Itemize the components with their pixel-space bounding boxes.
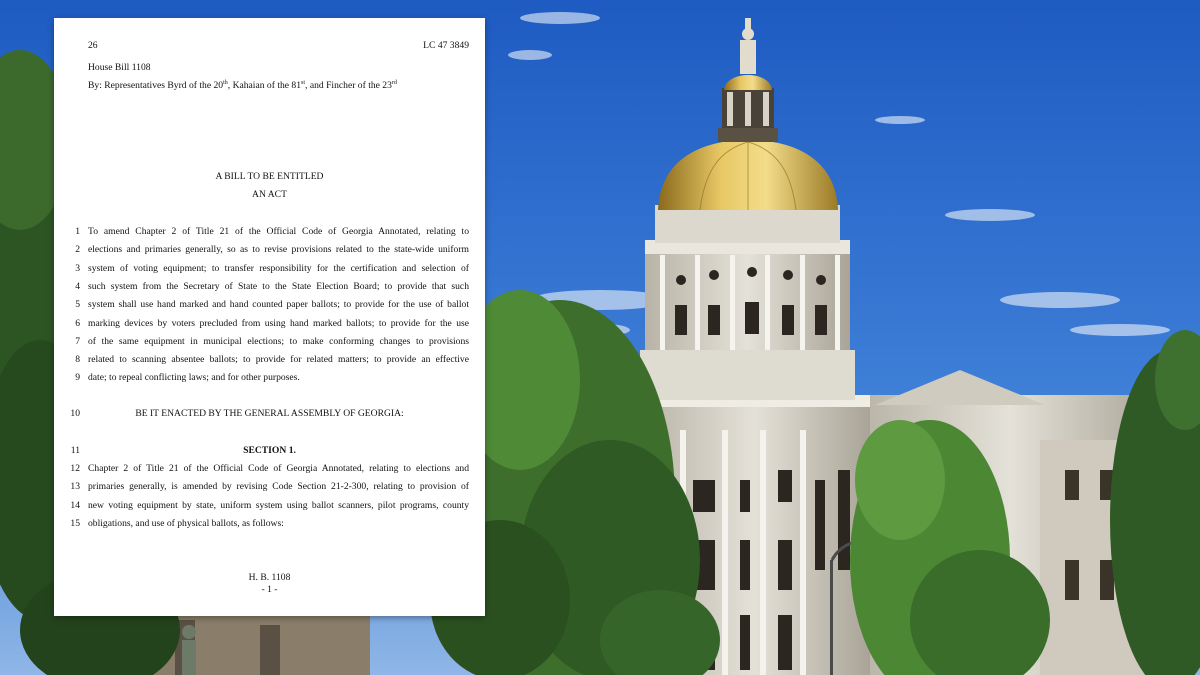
line-number: 13 bbox=[70, 481, 80, 493]
line-number: 9 bbox=[75, 372, 80, 384]
text-line bbox=[54, 481, 485, 493]
sponsors-mid-1: , Kahaian of the 81 bbox=[227, 80, 302, 91]
sponsors-prefix: By: Representatives Byrd of the 20 bbox=[88, 80, 224, 91]
line-number: 14 bbox=[70, 499, 80, 511]
line-number: 3 bbox=[75, 262, 80, 274]
sponsor-ordinal-2: st bbox=[301, 80, 306, 86]
text-line bbox=[54, 299, 485, 311]
line-text: Chapter 2 of Title 21 of the Official Code of Georgia Annotated, relating to elections and bbox=[88, 463, 469, 474]
enacting-clause: BE IT ENACTED BY THE GENERAL ASSEMBLY OF GEORGIA: bbox=[135, 408, 404, 419]
line-text: of the same equipment in municipal elections; to make conforming changes to provisions bbox=[88, 335, 469, 347]
page-number: 26 bbox=[88, 40, 98, 51]
text-line bbox=[54, 463, 485, 475]
text-line bbox=[54, 372, 485, 384]
line-number: 5 bbox=[75, 299, 80, 311]
line-text: such system from the Secretary of State to the State Election Board; to provide that such bbox=[88, 280, 469, 292]
section-heading: SECTION 1. bbox=[243, 445, 296, 456]
line-number: 6 bbox=[75, 317, 80, 329]
line-text: marking devices by voters precluded from using hand marked ballots; to provide for the use bbox=[88, 317, 469, 329]
statue bbox=[182, 625, 196, 675]
act-heading: AN ACT bbox=[252, 189, 287, 200]
line-text: date; to repeal conflicting laws; and for other purposes. bbox=[88, 372, 300, 384]
line-number: 12 bbox=[70, 463, 80, 474]
line-text: related to scanning absentee ballots; to provide for related matters; to provide an effective bbox=[88, 354, 469, 366]
line-number: 10 bbox=[70, 408, 80, 419]
line-number: 11 bbox=[70, 445, 80, 456]
line-number: 4 bbox=[75, 280, 80, 292]
sponsors-mid-2: , and Fincher of the 23 bbox=[305, 80, 392, 91]
footer-bill-number: H. B. 1108 bbox=[248, 572, 291, 583]
line-text: new voting equipment by state, uniform system using ballot scanners, pilot programs, county bbox=[88, 499, 469, 511]
text-line bbox=[54, 318, 485, 330]
bill-title: A BILL TO BE ENTITLED bbox=[215, 171, 324, 182]
line-number: 1 bbox=[75, 226, 80, 237]
line-number: 7 bbox=[75, 335, 80, 347]
bill-document bbox=[54, 18, 485, 616]
bill-number: House Bill 1108 bbox=[88, 62, 151, 73]
line-text: obligations, and use of physical ballots, as follows: bbox=[88, 517, 284, 529]
line-text: system of voting equipment; to transfer responsibility for the certification and selection of bbox=[88, 262, 469, 274]
text-line bbox=[54, 518, 485, 530]
text-line bbox=[54, 281, 485, 293]
line-text: primaries generally, is amended by revising Code Section 21-2-300, relating to provision of bbox=[88, 481, 469, 493]
footer-page-number: - 1 - bbox=[261, 584, 278, 595]
text-line bbox=[54, 500, 485, 512]
text-line bbox=[54, 336, 485, 348]
sponsors-line bbox=[88, 80, 397, 92]
line-text: elections and primaries generally, so as to revise provisions related to the state-wide uniform bbox=[88, 244, 469, 256]
drum bbox=[640, 205, 855, 400]
line-text: system shall use hand marked and hand counted paper ballots; to provide for the use of ballot bbox=[88, 299, 469, 311]
text-line bbox=[54, 263, 485, 275]
sponsor-ordinal-3: rd bbox=[391, 80, 397, 86]
text-line bbox=[54, 354, 485, 366]
sponsor-ordinal-1: th bbox=[223, 80, 228, 86]
text-line bbox=[54, 244, 485, 256]
lc-code: LC 47 3849 bbox=[423, 40, 469, 51]
line-number: 8 bbox=[75, 354, 80, 366]
text-line bbox=[54, 226, 485, 238]
line-text: To amend Chapter 2 of Title 21 of the Official Code of Georgia Annotated, relating to bbox=[88, 226, 469, 237]
line-number: 2 bbox=[75, 244, 80, 256]
line-number: 15 bbox=[70, 517, 80, 529]
